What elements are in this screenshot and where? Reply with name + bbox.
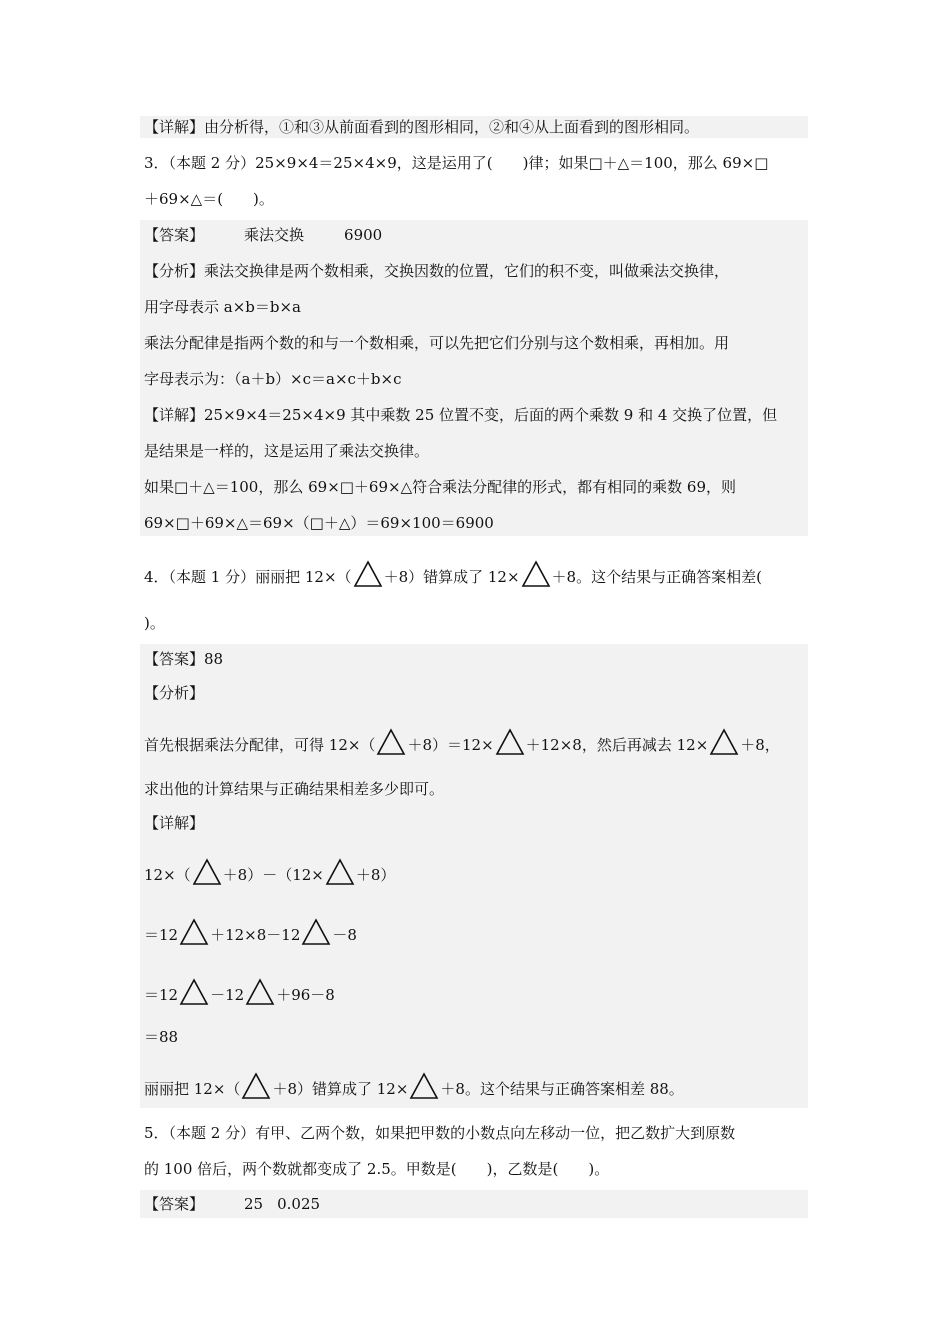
calc-text: ＋12×8－12 <box>210 926 301 944</box>
final-text: 丽丽把 12×（ <box>144 1080 241 1098</box>
calc-text: －12 <box>210 986 245 1004</box>
triangle-icon <box>179 978 209 1006</box>
q3-stem-line1: 3．（本题 2 分）25×9×4＝25×4×9，这是运用了( )律；如果□＋△＝100，那么 69×□ <box>144 154 769 172</box>
q3-analysis-line4: 字母表示为：（a＋b）×c＝a×c＋b×c <box>144 370 402 388</box>
triangle-icon <box>353 560 383 588</box>
q4-calc-3 <box>140 978 808 1006</box>
q3-analysis-line1: 【分析】乘法交换律是两个数相乘，交换因数的位置，它们的积不变，叫做乘法交换律， <box>144 262 730 280</box>
final-text: ＋8）错算成了 12× <box>272 1080 409 1098</box>
q4-analysis-a: 首先根据乘法分配律，可得 12×（ <box>144 736 376 754</box>
triangle-icon <box>709 728 739 756</box>
q3-detail-line1: 【详解】25×9×4＝25×4×9 其中乘数 25 位置不变，后面的两个乘数 9 和 4 交换了位置，但 <box>144 406 778 424</box>
q3-answer <box>140 224 808 246</box>
q4-analysis-c: ＋12×8，然后再减去 12× <box>525 736 709 754</box>
calc-text: －8 <box>332 926 357 944</box>
q4-stem-line1 <box>140 560 808 588</box>
calc-text: ＝12 <box>144 986 179 1004</box>
q4-calc-2 <box>140 918 808 946</box>
q4-analysis-label: 【分析】 <box>144 684 205 702</box>
q4-stem-c: ＋8。这个结果与正确答案相差( <box>551 568 762 586</box>
q4-analysis-line2: 求出他的计算结果与正确结果相差多少即可。 <box>144 780 445 798</box>
q5-stem-line2: 的 100 倍后，两个数就都变成了 2.5。甲数是( )，乙数是( )。 <box>144 1160 610 1178</box>
q4-analysis-line1 <box>140 728 808 756</box>
q4-calc-4: ＝88 <box>144 1028 179 1046</box>
triangle-icon <box>376 728 406 756</box>
triangle-icon <box>301 918 331 946</box>
q4-calc-1 <box>140 858 808 886</box>
calc-text: ＋8） <box>355 866 396 884</box>
triangle-icon <box>325 858 355 886</box>
q4-analysis-d: ＋8， <box>740 736 780 754</box>
q3-answer-2: 6900 <box>344 226 383 244</box>
calc-text: ＝12 <box>144 926 179 944</box>
q4-stem-b: ＋8）错算成了 12× <box>383 568 520 586</box>
q3-analysis-line3: 乘法分配律是指两个数的和与一个数相乘，可以先把它们分别与这个数相乘，再相加。用 <box>144 334 730 352</box>
final-text: ＋8。这个结果与正确答案相差 88。 <box>440 1080 684 1098</box>
q3-answer-1: 乘法交换 <box>244 226 305 244</box>
calc-text: ＋96－8 <box>276 986 335 1004</box>
q3-analysis-line2: 用字母表示 a×b＝b×a <box>144 298 301 316</box>
q4-answer: 【答案】88 <box>144 650 224 668</box>
triangle-icon <box>192 858 222 886</box>
q4-analysis-b: ＋8）＝12× <box>407 736 494 754</box>
triangle-icon <box>409 1072 439 1100</box>
triangle-icon <box>521 560 551 588</box>
triangle-icon <box>495 728 525 756</box>
q3-stem-line2: ＋69×△＝( )。 <box>144 190 274 208</box>
q3-detail-line4: 69×□＋69×△＝69×（□＋△）＝69×100＝6900 <box>144 514 494 532</box>
q5-answer-2: 0.025 <box>277 1195 321 1213</box>
calc-text: ＋8）－（12× <box>222 866 324 884</box>
triangle-icon <box>245 978 275 1006</box>
q4-stem-a: 4．（本题 1 分）丽丽把 12×（ <box>144 568 352 586</box>
answer-label: 【答案】 <box>144 1195 205 1213</box>
q5-answer <box>140 1190 808 1218</box>
q3-detail-line2: 是结果是一样的，这是运用了乘法交换律。 <box>144 442 430 460</box>
q4-stem-line2: )。 <box>144 614 165 632</box>
q4-detail-label: 【详解】 <box>144 814 205 832</box>
answer-label: 【答案】 <box>144 226 205 244</box>
triangle-icon <box>241 1072 271 1100</box>
q5-stem-line1: 5．（本题 2 分）有甲、乙两个数，如果把甲数的小数点向左移动一位，把乙数扩大到原数 <box>144 1124 736 1142</box>
calc-text: 12×（ <box>144 866 191 884</box>
q2-detail: 【详解】由分析得，①和③从前面看到的图形相同，②和④从上面看到的图形相同。 <box>140 116 808 138</box>
q3-detail-line3: 如果□＋△＝100，那么 69×□＋69×△符合乘法分配律的形式，都有相同的乘数 69，则 <box>144 478 736 496</box>
triangle-icon <box>179 918 209 946</box>
q4-final <box>140 1072 808 1100</box>
q5-answer-1: 25 <box>244 1195 264 1213</box>
